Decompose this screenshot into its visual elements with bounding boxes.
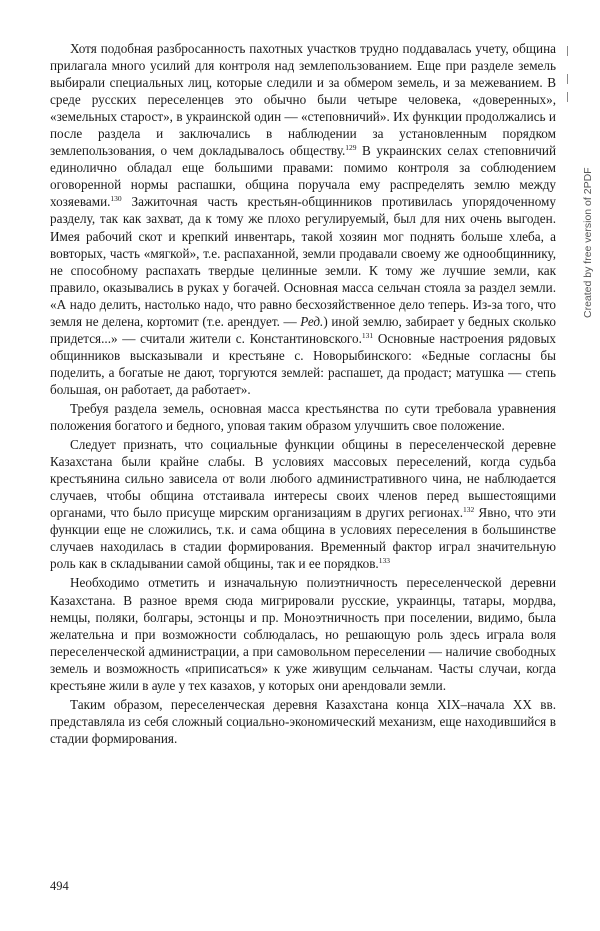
watermark: Created by free version of 2PDF <box>582 167 594 318</box>
text-run: Следует признать, что социальные функции общины в переселенческой деревне Казахстана были крайне слабы. В условиях массовых переселений, когда судьба крестьянина сильно зависела от воли любого административного чина, не наблюдается случаев, чтобы община отстаивала интересы своих членов перед вышестоящими органами, что было присуще мирским организациям в других регионах. <box>50 437 556 521</box>
paragraph-3 <box>50 436 556 572</box>
editor-note: Ред. <box>300 313 324 329</box>
text-run: Необходимо отметить и изначальную полиэтничность переселенческой деревни Казахстана. В разное время сюда мигрировали русские, украинцы, татары, мордва, немцы, поляки, болгары, эстонцы и пр. Моноэтничность при поселении, видимо, была желательна и при возможности соблюдалась, но решающую роль здесь играла воля переселенческой администрации, а при самовольном переселении — наличие свободных земель и возможность «приписаться» к уже живущим сельчанам. Часты случаи, когда крестьяне жили в ауле у тех казахов, у которых они арендовали земли. <box>50 575 556 693</box>
text-run: Требуя раздела земель, основная масса крестьянства по сути требовала уравнения положения богатого и бедного, уповая таким образом улучшить свое положение. <box>50 400 556 434</box>
text-run: Зажиточная часть крестьян-общинников противилась упорядоченному разделу, так как захват, да к тому же плохо регулируемый, был для них очень выгоден. Имея рабочий скот и крепкий инвентарь, такой хозяин мог поднять больше хлеба, а вовторых, часть «мягкой», т.е. распаханной, земли продавали своему же однообщиннику, не способному распахать твердые целинные земли. К тому же лучшие земли, как правило, оказывались в руках у богачей. Основная масса сельчан стояла за раздел земли. «А надо делить, настолько надо, что равно бесхозяйственное дело теперь. Из-за того, что земля не делена, кортомит (т.е. арендует. — <box>50 194 556 329</box>
paragraph-1 <box>50 40 556 398</box>
footnote-ref: 131 <box>361 330 374 340</box>
body-text <box>50 40 556 747</box>
page-number: 494 <box>50 879 69 893</box>
margin-mark <box>567 92 568 102</box>
footnote-ref: 132 <box>463 505 475 515</box>
text-run: Хотя подобная разбросанность пахотных участков трудно поддавалась учету, община прилагала много усилий для контроля над землепользованием. Еще при разделе земель выбирали специальных лиц, которые следили и за обмером земель, и за межеванием. В среде русских переселенцев это обычно были четыре человека, «доверенных», «земельных старост», в украинской один — «степовничий». Их функции продолжались и после раздела и заключались в наблюдении за установленным порядком землепользования, о чем докладывалось обществу. <box>50 41 556 159</box>
footnote-ref: 130 <box>110 194 122 204</box>
text-run: ) иной землю, забирает у бедных сколько придется...» — считали жители с. Константиновского. <box>50 313 556 346</box>
margin-mark <box>567 46 568 56</box>
footnote-ref: 133 <box>378 556 390 566</box>
paragraph-2 <box>50 400 556 434</box>
paragraph-5 <box>50 696 556 747</box>
footnote-ref: 129 <box>345 143 357 153</box>
text-run: Таким образом, переселенческая деревня Казахстана конца XIX–начала XX вв. представляла из себя сложный социально-экономический механизм, еще находившийся в стадии формирования. <box>50 696 556 746</box>
text-run: В украинских селах степовничий единолично обладал еще большими правами: помимо контроля за соблюдением оговоренной нормы распашки, община поручала ему распределять землю между хозяевами. <box>50 143 556 210</box>
text-run: Явно, что эти функции еще не сложились, т.к. и сама община в условиях переселения в большинстве случаев находилась в стадии формирования. Временный фактор играл значительную роль как в складывании самой общины, так и ее порядков. <box>50 505 556 572</box>
paragraph-4 <box>50 574 556 693</box>
margin-mark <box>567 74 568 84</box>
text-run: Основные настроения рядовых общинников высказывали и крестьяне с. Новорыбинского: «Бедные согласны бы поделить, а богатые не дают, торгуются землей: распашет, да продаст; матушка — степь большая, он работает, да работает». <box>50 330 556 397</box>
